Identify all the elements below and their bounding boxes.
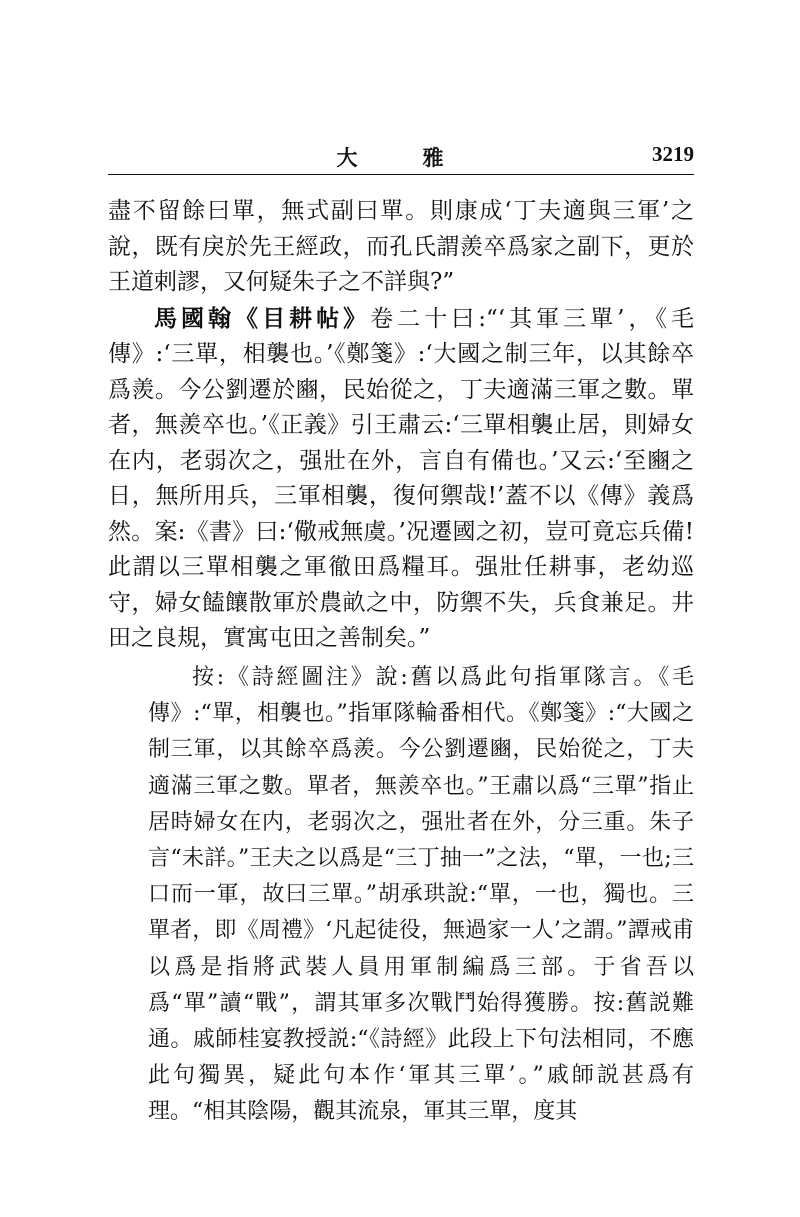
main-text [108, 194, 694, 657]
paragraph-body: 卷二十曰:“‘其軍三單’，《毛傳》:‘三單，相襲也。’《鄭箋》:‘大國之制三年，以其餘卒爲羨。今公劉遷於豳，民始從之，丁夫適滿三軍之數。單者，無羨卒也。’《正義》引王肅云:‘三單相襲止居，則婦女在内，老弱次之，强壯在外，言自有備也。’又云:‘至豳之日，無所用兵，三軍相襲，復何禦哉!’蓋不以《傳》義爲然。案:《書》曰:‘儆戒無虞。’况遷國之初，豈可竟忘兵備!此謂以三單相襲之軍徹田爲糧耳。强壯任耕事，老幼巡守，婦女饁饟散軍於農畝之中，防禦不失，兵食兼足。井田之良規，實寓屯田之善制矣。” [108, 305, 695, 651]
page-header [108, 140, 694, 174]
header-rule [108, 174, 694, 175]
author-work-lead: 馬國翰《目耕帖》 [154, 304, 371, 332]
running-title: 大 雅 [336, 145, 466, 170]
paragraph-ma-guohan [108, 301, 694, 657]
annotation-block [148, 660, 694, 1131]
paragraph-continuation: 盡不留餘曰單，無式副曰單。則康成‘丁夫適與三軍’之說，既有戾於先王經政，而孔氏謂羨卒爲家之副下，更於王道剌謬，又何疑朱子之不詳與?” [108, 198, 694, 295]
annotation-text: 按:《詩經圖注》說:舊以爲此句指軍隊言。《毛傳》:“單，相襲也。”指軍隊輪番相代。《鄭箋》:“大國之制三軍，以其餘卒爲羨。今公劉遷豳，民始從之，丁夫適滿三軍之數。單者，無羨卒也。”王肅以爲“三單”指止居時婦女在内，老弱次之，强壯者在外，分三重。朱子言“未詳。”王夫之以爲是“三丁抽一”之法，“單，一也;三口而一軍，故曰三單。”胡承珙說:“單，一也，獨也。三單者，即《周禮》‘凡起徒役，無過家一人’之謂。”譚戒甫以爲是指將武裝人員用軍制編爲三部。于省吾以爲“單”讀“戰”，謂其軍多次戰鬥始得獲勝。按:舊説難通。戚師桂宴教授説:“《詩經》此段上下句法相同，不應此句獨異，疑此句本作‘軍其三單’。”戚師説甚爲有理。“相其陰陽，觀其流泉，軍其三單，度其 [148, 665, 694, 1125]
page-number: 3219 [652, 142, 694, 166]
